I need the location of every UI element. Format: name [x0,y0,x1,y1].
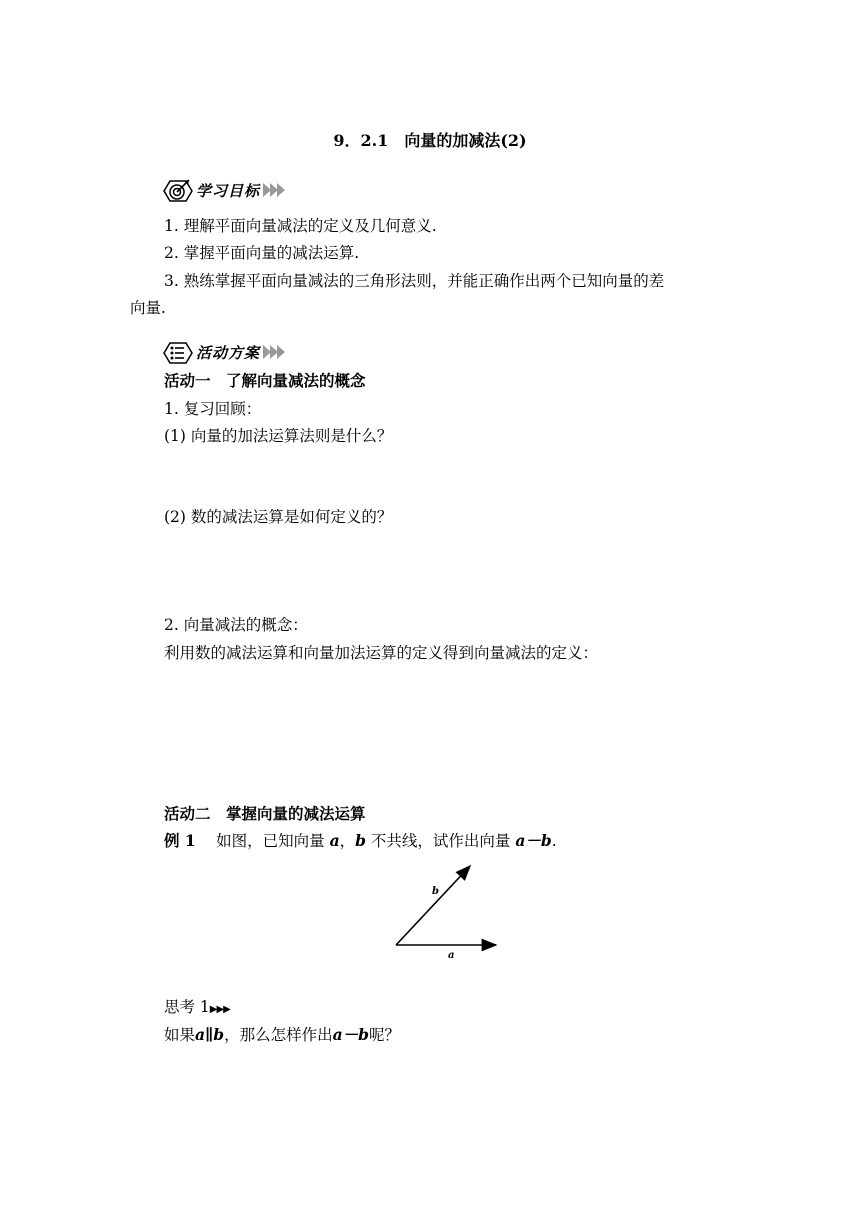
think-1 [164,997,230,1020]
example-text-mid: 不共线，试作出向量 [370,832,511,850]
target-icon [162,178,192,202]
question-2: (2) 数的减法运算是如何定义的？ [164,508,393,526]
think-text-pre: 如果 [164,1026,196,1044]
question-1: (1) 向量的加法运算法则是什么？ [164,427,393,445]
think-text-post: 呢？ [369,1026,401,1044]
triple-arrow-icon: ▶▶▶ [209,1004,230,1015]
think-difference: a－b [332,1025,370,1044]
think-question [164,1025,400,1045]
figure-label-a: a [448,950,455,961]
concept-label: 2. 向量减法的概念： [164,616,308,634]
example-1 [164,831,557,851]
vector-b: b [355,831,366,850]
vector-figure [390,858,510,962]
vector-b-arrow [396,866,470,945]
concept-description: 利用数的减法运算和向量加法运算的定义得到向量减法的定义： [164,644,599,662]
page-title: 9．2.1 向量的加减法(2) [333,131,527,150]
objectives-banner-label: 学习目标 [196,181,261,200]
activities-banner-label: 活动方案 [196,343,261,362]
think-text-mid: ，那么怎样作出 [224,1026,333,1044]
figure-label-b: b [432,886,439,897]
activity1-heading: 活动一 了解向量减法的概念 [164,371,366,390]
parallel-condition: a∥b [195,1025,225,1044]
vector-difference: a－b [515,831,552,850]
objectives-banner [162,176,285,204]
period: . [551,832,557,850]
think-label: 思考 1 [164,998,210,1016]
example-label: 例 1 [164,831,196,850]
objective-item: 2. 掌握平面向量的减法运算. [164,244,360,262]
activity2-heading: 活动二 掌握向量的减法运算 [164,804,366,823]
chevron-right-icon [264,345,285,359]
review-label: 1. 复习回顾： [164,400,262,418]
activities-banner [162,338,285,366]
objective-item: 向量. [130,299,166,317]
chevron-right-icon [264,183,285,197]
objective-item: 3. 熟练掌握平面向量减法的三角形法则，并能正确作出两个已知向量的差 [164,272,665,290]
list-icon [162,340,192,364]
vector-a: a [329,831,340,850]
objective-item: 1. 理解平面向量减法的定义及几何意义. [164,217,437,235]
example-text-pre: 如图，已知向量 [216,832,325,850]
comma: ， [339,832,356,850]
